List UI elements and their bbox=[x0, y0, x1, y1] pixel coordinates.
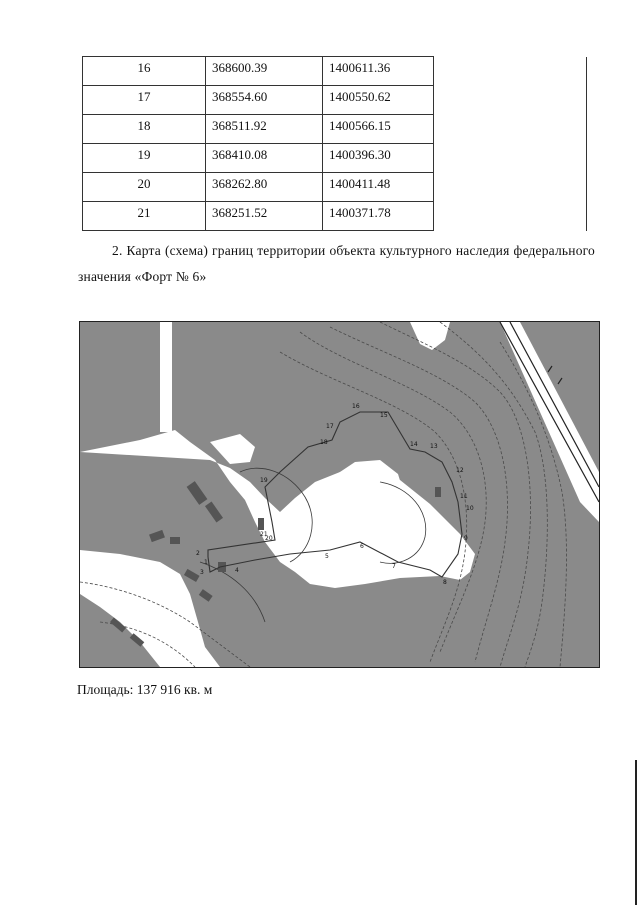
x-coordinate: 368600.39 bbox=[206, 57, 323, 86]
point-label: 7 bbox=[392, 563, 396, 570]
point-number: 17 bbox=[83, 86, 206, 115]
table-row bbox=[83, 57, 587, 86]
map-clear-area bbox=[500, 322, 599, 522]
y-coordinate: 1400611.36 bbox=[323, 57, 434, 86]
boundary-map bbox=[79, 321, 600, 668]
point-label: 3 bbox=[200, 569, 204, 576]
point-label: 1 bbox=[204, 559, 208, 566]
point-label: 20 bbox=[265, 535, 273, 542]
map-heading: 2. Карта (схема) границ территории объекта культурного наследия федерального значения «Форт № 6» bbox=[78, 243, 595, 284]
point-label: 8 bbox=[443, 579, 447, 586]
y-coordinate: 1400550.62 bbox=[323, 86, 434, 115]
point-label: 2 bbox=[196, 550, 200, 557]
point-label: 12 bbox=[456, 467, 464, 474]
point-label: 6 bbox=[360, 543, 364, 550]
point-label: 19 bbox=[260, 477, 268, 484]
x-coordinate: 368410.08 bbox=[206, 144, 323, 173]
empty-column bbox=[434, 57, 587, 231]
y-coordinate: 1400396.30 bbox=[323, 144, 434, 173]
map-clear-area bbox=[210, 434, 255, 464]
point-number: 18 bbox=[83, 115, 206, 144]
point-label: 10 bbox=[466, 505, 474, 512]
point-number: 21 bbox=[83, 202, 206, 231]
y-coordinate: 1400566.15 bbox=[323, 115, 434, 144]
area-caption: Площадь: 137 916 кв. м bbox=[77, 682, 213, 697]
page-edge-shadow bbox=[635, 760, 637, 905]
x-coordinate: 368251.52 bbox=[206, 202, 323, 231]
point-label: 14 bbox=[410, 441, 418, 448]
point-label: 18 bbox=[320, 439, 328, 446]
point-label: 17 bbox=[326, 423, 334, 430]
point-number: 16 bbox=[83, 57, 206, 86]
y-coordinate: 1400371.78 bbox=[323, 202, 434, 231]
point-number: 19 bbox=[83, 144, 206, 173]
map-clear-area bbox=[160, 322, 172, 432]
y-coordinate: 1400411.48 bbox=[323, 173, 434, 202]
road bbox=[500, 322, 599, 502]
point-label: 13 bbox=[430, 443, 438, 450]
x-coordinate: 368511.92 bbox=[206, 115, 323, 144]
point-label: 15 bbox=[380, 412, 388, 419]
point-label: 5 bbox=[325, 553, 329, 560]
x-coordinate: 368262.80 bbox=[206, 173, 323, 202]
point-label: 11 bbox=[460, 493, 468, 500]
map-graphic bbox=[80, 322, 599, 667]
point-label: 16 bbox=[352, 403, 360, 410]
coordinates-table bbox=[82, 56, 587, 231]
point-label: 9 bbox=[464, 535, 468, 542]
point-label: 4 bbox=[235, 567, 239, 574]
point-number: 20 bbox=[83, 173, 206, 202]
x-coordinate: 368554.60 bbox=[206, 86, 323, 115]
point-label: 21 bbox=[260, 531, 268, 538]
